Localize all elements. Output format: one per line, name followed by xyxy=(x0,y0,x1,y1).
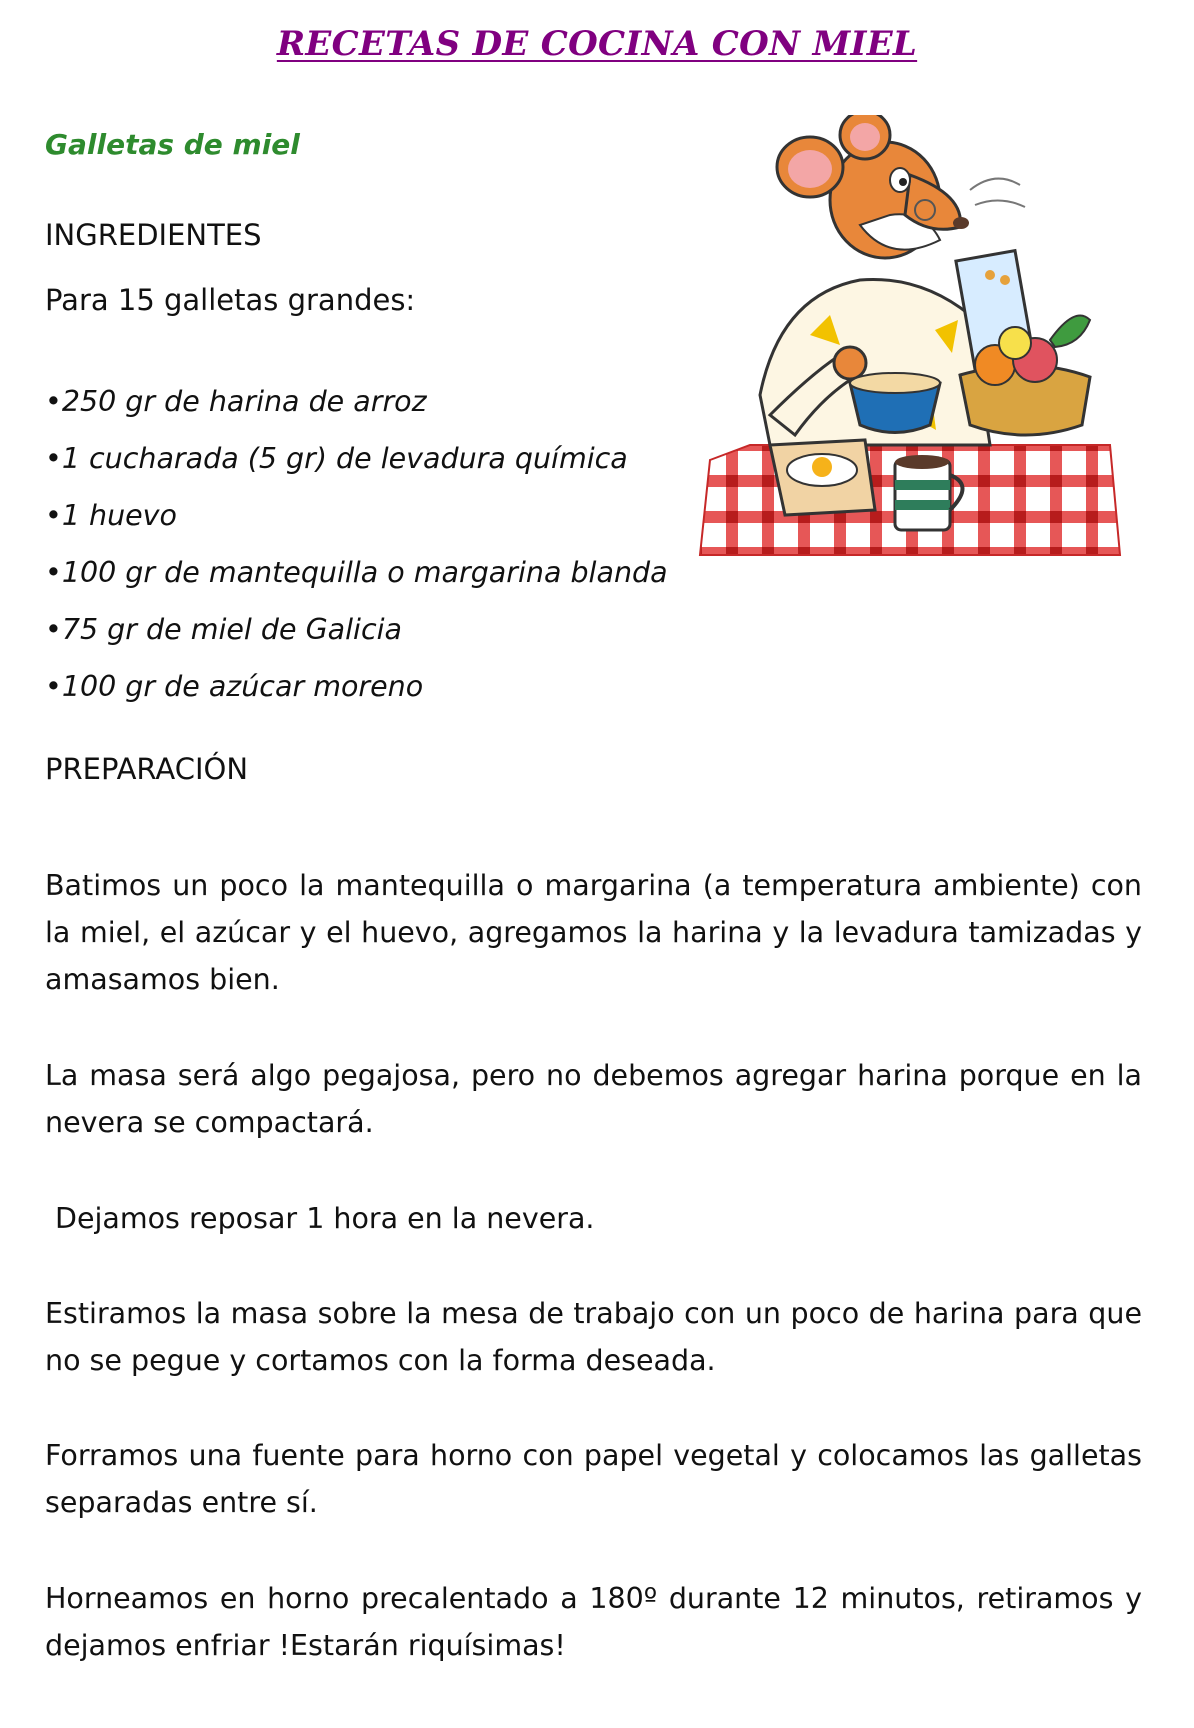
page-title: RECETAS DE COCINA CON MIEL xyxy=(276,24,918,64)
bullet: • xyxy=(45,442,62,475)
ingredient-item: •1 huevo xyxy=(45,499,177,532)
ingredients-heading: INGREDIENTES xyxy=(45,218,262,252)
preparation-step: Dejamos reposar 1 hora en la nevera. xyxy=(55,1202,595,1235)
ingredient-item: •1 cucharada (5 gr) de levadura química xyxy=(45,442,628,475)
preparation-step: La masa será algo pegajosa, pero no debemos agregar harina porque en la nevera se compactará. xyxy=(45,1059,1142,1139)
ingredients-list xyxy=(45,373,668,715)
preparation-step: Batimos un poco la mantequilla o margarina (a temperatura ambiente) con la miel, el azúcar y el huevo, agregamos la harina y la levadura tamizadas y amasamos bien. xyxy=(45,869,1142,996)
ingredient-item: •75 gr de miel de Galicia xyxy=(45,613,403,646)
bullet: • xyxy=(45,670,62,703)
preparation-step: Forramos una fuente para horno con papel vegetal y colocamos las galletas separadas entre sí. xyxy=(45,1439,1142,1519)
preparation-heading: PREPARACIÓN xyxy=(45,752,249,786)
bullet: • xyxy=(45,613,62,646)
preparation-step: Estiramos la masa sobre la mesa de trabajo con un poco de harina para que no se pegue y cortamos con la forma deseada. xyxy=(45,1297,1142,1377)
ingredient-item: •100 gr de mantequilla o margarina blanda xyxy=(45,556,668,589)
bullet: • xyxy=(45,385,62,418)
recipe-name: Galletas de miel xyxy=(45,128,300,161)
ingredient-item: •250 gr de harina de arroz xyxy=(45,385,427,418)
bullet: • xyxy=(45,556,62,589)
bullet: • xyxy=(45,499,62,532)
preparation-step: Horneamos en horno precalentado a 180º durante 12 minutos, retiramos y dejamos enfriar !Estarán riquísimas! xyxy=(45,1582,1142,1662)
mouse-breakfast-illustration xyxy=(690,115,1130,565)
serving-size: Para 15 galletas grandes: xyxy=(45,283,416,317)
ingredient-item: •100 gr de azúcar moreno xyxy=(45,670,424,703)
